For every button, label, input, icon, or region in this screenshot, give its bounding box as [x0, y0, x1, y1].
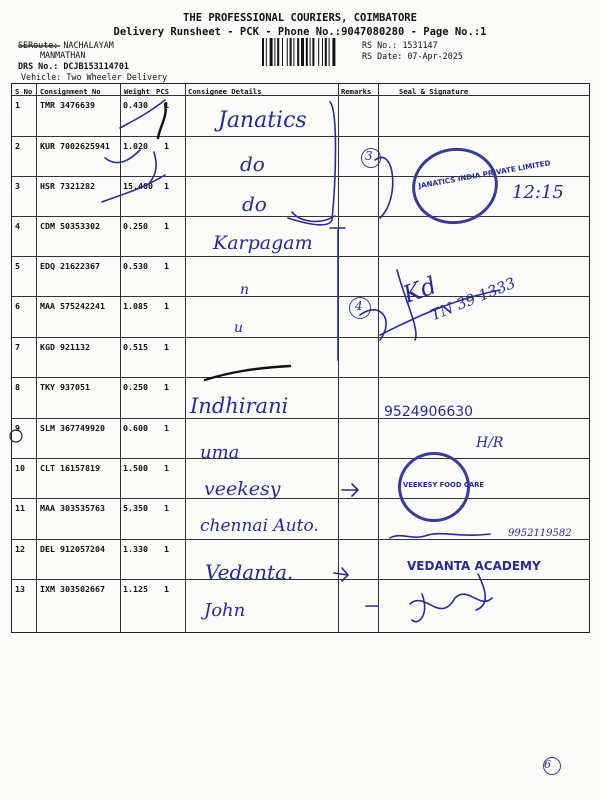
consignee-hw: do	[240, 152, 265, 176]
page-number: 6	[544, 758, 551, 771]
consignee-hw: Vedanta.	[205, 560, 294, 584]
row-sno: 12	[15, 544, 25, 554]
row-sno: 13	[15, 584, 25, 594]
row-weight: 0.530	[123, 261, 148, 271]
row-pcs: 1	[164, 221, 169, 231]
consignee-hw: Karpagam	[213, 232, 313, 254]
row-divider	[12, 216, 589, 217]
row-divider	[12, 418, 589, 419]
row-divider	[12, 256, 589, 257]
consignee-hw: n	[240, 282, 250, 298]
row-sno: 4	[15, 221, 20, 231]
barcode-bar	[262, 38, 264, 66]
barcode-bar	[293, 38, 294, 66]
janatics-stamp-text: JANATICS INDIA PRIVATE LIMITED	[417, 158, 552, 191]
rs-number: RS No.: 1531147	[362, 40, 438, 50]
row-sno: 10	[15, 463, 25, 473]
barcode-bar	[325, 38, 327, 66]
time-note: 12:15	[512, 182, 564, 203]
row-pcs: 1	[164, 544, 169, 554]
row-sno: 2	[15, 141, 20, 151]
consignee-hw: u	[234, 320, 244, 336]
barcode-bar	[290, 38, 292, 66]
row-pcs: 1	[164, 181, 169, 191]
consignee-hw: uma	[200, 442, 240, 463]
consignee-hw: veekesy	[204, 478, 281, 500]
col-header-consignment: Consignment No	[40, 87, 101, 96]
row-divider	[12, 579, 589, 580]
row-weight: 0.515	[123, 342, 148, 352]
row-consignment: EDQ 21622367	[40, 261, 100, 271]
row-pcs: 1	[164, 584, 169, 594]
barcode-bar	[297, 38, 299, 66]
barcode-bar	[301, 38, 304, 66]
runsheet-subtitle: Delivery Runsheet - PCK - Phone No.:9047080280 - Page No.:1	[113, 26, 487, 38]
row-divider	[12, 458, 589, 459]
row-consignment: MAA 575242241	[40, 301, 105, 311]
row-consignment: CLT 16157819	[40, 463, 100, 473]
col-header-seal: Seal & Signature	[399, 87, 469, 96]
row-divider	[12, 377, 589, 378]
kd-note: Kd	[399, 271, 441, 309]
rs-date: RS Date: 07-Apr-2025	[362, 51, 463, 61]
row-consignment: KUR 7002625941	[40, 141, 110, 151]
row-consignment: TMR 3476639	[40, 100, 95, 110]
row-weight: 0.250	[123, 221, 148, 231]
row-pcs: 1	[164, 141, 169, 151]
row-consignment: MAA 303535763	[40, 503, 105, 513]
row-weight: 15.400	[123, 181, 153, 191]
col-header-consignee: Consignee Details	[188, 87, 262, 96]
row-weight: 5.350	[123, 503, 148, 513]
route-label: SERoute: NACHALAYAM	[18, 40, 114, 50]
row-divider	[12, 498, 589, 499]
row-pcs: 1	[164, 423, 169, 433]
page-number-circle	[543, 757, 561, 775]
row-consignment: CDM 50353302	[40, 221, 100, 231]
vedanta-stamp: VEDANTA ACADEMY	[407, 559, 541, 573]
consignee-hw: do	[242, 192, 267, 216]
remark-4: 4	[355, 299, 363, 313]
remark-3: 3	[365, 149, 373, 163]
row-pcs: 1	[164, 301, 169, 311]
row-pcs: 1	[164, 463, 169, 473]
row-sno: 5	[15, 261, 20, 271]
barcode-bar	[277, 38, 279, 66]
row-sno: 3	[15, 181, 20, 191]
row-pcs: 1	[164, 503, 169, 513]
consignee-hw: Janatics	[218, 108, 307, 133]
phone-note: 9524906630	[384, 404, 474, 420]
col-header-pcs: PCS	[156, 87, 169, 96]
col-header-remarks: Remarks	[341, 87, 372, 96]
hr-note: H/R	[476, 435, 504, 451]
row-divider	[12, 539, 589, 540]
row-pcs: 1	[164, 382, 169, 392]
row-weight: 1.500	[123, 463, 148, 473]
row-consignment: KGD 921132	[40, 342, 90, 352]
row-divider	[12, 176, 589, 177]
barcode-bar	[282, 38, 283, 66]
row-weight: 1.085	[123, 301, 148, 311]
col-header-sno: S No	[15, 87, 33, 96]
row-weight: 1.020	[123, 141, 148, 151]
row-weight: 1.330	[123, 544, 148, 554]
consignee-hw: chennai Auto.	[200, 516, 319, 536]
row-weight: 0.250	[123, 382, 148, 392]
col-header-weight: Weight	[124, 87, 150, 96]
row-sno: 6	[15, 301, 20, 311]
row-divider	[12, 337, 589, 338]
barcode	[262, 38, 354, 66]
row-sno: 8	[15, 382, 20, 392]
row-weight: 0.600	[123, 423, 148, 433]
row-sno: 9	[15, 423, 20, 433]
row-consignment: TKY 937051	[40, 382, 90, 392]
row-divider	[12, 136, 589, 137]
veekesy-stamp-text: VEEKESY FOOD CARE	[403, 481, 484, 489]
consignee-hw: Indhirani	[190, 394, 289, 418]
vehicle-label: Vehicle: Two Wheeler Delivery	[21, 72, 168, 82]
barcode-bar	[287, 38, 288, 66]
barcode-bar	[318, 38, 319, 66]
row-consignment: SLM 367749920	[40, 423, 105, 433]
row-sno: 11	[15, 503, 25, 513]
barcode-bar	[332, 38, 335, 66]
row-weight: 1.125	[123, 584, 148, 594]
row-consignment: DEL 912057204	[40, 544, 105, 554]
row-sno: 7	[15, 342, 20, 352]
row-pcs: 1	[164, 342, 169, 352]
company-title: THE PROFESSIONAL COURIERS, COIMBATORE	[183, 12, 417, 24]
row-consignment: HSR 7321282	[40, 181, 95, 191]
veekesy-stamp	[398, 452, 484, 522]
barcode-bar	[274, 38, 275, 66]
staff-label: MANMATHAN	[40, 50, 86, 60]
barcode-bar	[322, 38, 323, 66]
row-sno: 1	[15, 100, 20, 110]
row-consignment: IXM 303502667	[40, 584, 105, 594]
barcode-bar	[306, 38, 308, 66]
row-pcs: 1	[164, 261, 169, 271]
vehicle-note: TN 39 1333	[427, 273, 519, 325]
barcode-bar	[270, 38, 273, 66]
barcode-bar	[266, 38, 267, 66]
barcode-bar	[329, 38, 330, 66]
consignee-hw: John	[204, 600, 246, 621]
drs-number: DRS No.: DCJB153114701	[18, 61, 129, 71]
phone-note-2: 9952119582	[508, 528, 572, 539]
barcode-bar	[312, 38, 314, 66]
barcode-bar	[310, 38, 311, 66]
row-weight: 0.430	[123, 100, 148, 110]
row-pcs: 1	[164, 100, 169, 110]
